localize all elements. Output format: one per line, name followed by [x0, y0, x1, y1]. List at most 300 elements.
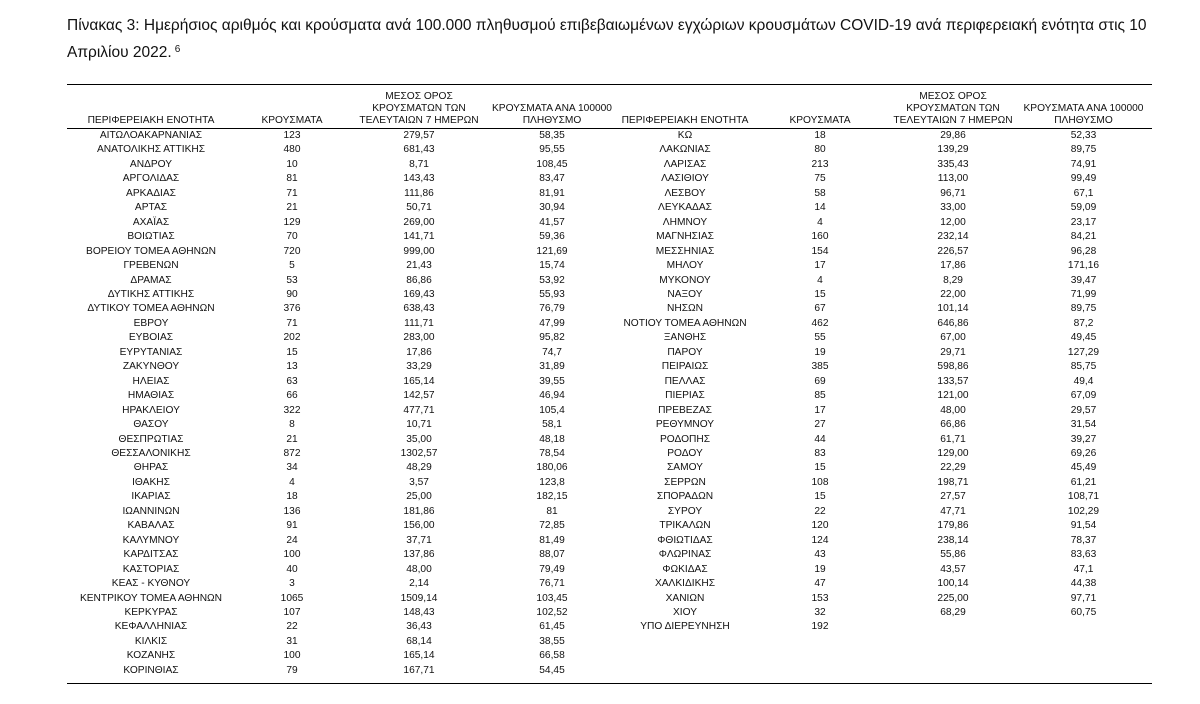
table-row [620, 230, 1152, 244]
cell-7day-average: 279,57 [403, 130, 435, 141]
cell-region: ΘΕΣΣΑΛΟΝΙΚΗΣ [111, 447, 191, 459]
cell-7day-average: 43,57 [940, 563, 966, 575]
cell-7day-average: 8,29 [943, 274, 963, 286]
cell-7day-average: 477,71 [403, 404, 435, 416]
cell-cases: 120 [811, 520, 829, 532]
cell-region: ΛΑΣΙΘΙΟΥ [661, 173, 709, 185]
table-row [620, 490, 1152, 504]
cell-cases-per-100k: 47,1 [1073, 563, 1094, 575]
cell-7day-average: 999,00 [403, 245, 435, 257]
cell-region: ΘΕΣΠΡΩΤΙΑΣ [118, 433, 184, 445]
cell-cases: 376 [283, 303, 301, 315]
cell-cases-per-100k: 49,4 [1073, 375, 1094, 387]
cell-7day-average: 269,00 [403, 216, 435, 228]
cell-cases: 34 [286, 462, 298, 474]
cell-cases: 31 [286, 635, 298, 647]
cell-cases-per-100k: 61,21 [1070, 476, 1097, 488]
table-row [67, 346, 622, 360]
cell-7day-average: 50,71 [406, 202, 432, 214]
cell-cases-per-100k: 88,07 [539, 549, 565, 561]
cell-7day-average: 22,00 [940, 288, 966, 300]
cell-7day-average: 86,86 [406, 274, 432, 286]
header-region: ΠΕΡΙΦΕΡΕΙΑΚΗ ΕΝΟΤΗΤΑ [87, 115, 215, 126]
cell-cases-per-100k: 108,71 [1067, 491, 1100, 503]
cell-region: ΙΚΑΡΙΑΣ [131, 491, 171, 503]
cell-region: ΑΝΑΤΟΛΙΚΗΣ ΑΤΤΙΚΗΣ [96, 144, 206, 156]
cell-cases-per-100k: 48,18 [539, 433, 565, 445]
cell-7day-average: 61,71 [940, 433, 966, 445]
cell-cases-per-100k: 66,58 [539, 650, 565, 662]
table-row [67, 259, 622, 273]
table-row [67, 505, 622, 519]
cell-7day-average: 2,14 [409, 578, 429, 590]
cell-cases: 85 [814, 390, 826, 402]
cell-region: ΗΡΑΚΛΕΙΟΥ [122, 404, 180, 416]
table-row [620, 158, 1152, 172]
cell-cases: 213 [811, 158, 829, 170]
cell-cases: 136 [283, 505, 301, 517]
cell-region: ΔΥΤΙΚΗΣ ΑΤΤΙΚΗΣ [107, 288, 195, 300]
cell-cases-per-100k: 74,7 [542, 346, 562, 358]
table-row [620, 519, 1152, 533]
cell-7day-average: 17,86 [940, 260, 966, 272]
table-row [67, 447, 622, 461]
table-row [620, 216, 1152, 230]
cell-region: ΚΕΝΤΡΙΚΟΥ ΤΟΜΕΑ ΑΘΗΝΩΝ [79, 592, 223, 604]
cell-7day-average: 137,86 [403, 549, 435, 561]
table-row [67, 129, 622, 143]
cell-7day-average: 3,57 [409, 476, 429, 488]
cell-region: ΝΑΞΟΥ [667, 288, 703, 300]
table-row [67, 331, 622, 345]
cell-region: ΒΟΡΕΙΟΥ ΤΟΜΕΑ ΑΘΗΝΩΝ [86, 245, 216, 257]
cell-cases: 153 [811, 592, 829, 604]
cell-cases-per-100k: 97,71 [1070, 592, 1097, 604]
table-row [620, 245, 1152, 259]
cell-7day-average: 165,14 [403, 650, 435, 662]
cell-cases-per-100k: 89,75 [1070, 303, 1097, 315]
table-row [67, 389, 622, 403]
cell-cases-per-100k: 44,38 [1070, 578, 1097, 590]
cell-cases: 202 [283, 332, 301, 344]
cell-region: ΛΕΥΚΑΔΑΣ [658, 202, 712, 214]
cell-region: ΚΙΛΚΙΣ [134, 635, 168, 647]
cell-7day-average: 66,86 [940, 419, 966, 431]
cell-cases-per-100k: 105,4 [539, 404, 565, 416]
table-row [67, 317, 622, 331]
cell-cases: 47 [814, 578, 826, 590]
cell-cases: 4 [817, 274, 823, 286]
cell-7day-average: 68,14 [406, 635, 432, 647]
cell-7day-average: 129,00 [937, 447, 969, 459]
cell-cases: 18 [286, 491, 298, 503]
cell-region: ΚΕΑΣ - ΚΥΘΝΟΥ [111, 578, 191, 590]
cell-7day-average: 225,00 [937, 592, 969, 604]
cell-region: ΔΥΤΙΚΟΥ ΤΟΜΕΑ ΑΘΗΝΩΝ [87, 303, 215, 315]
cell-cases: 5 [289, 260, 295, 272]
caption-text: Πίνακας 3: Ημερήσιος αριθμός και κρούσματα ανά 100.000 πληθυσμού επιβεβαιωμένων εγχώριων κρουσμάτων COVID-19 ανά περιφερειακή ενότητα στις 10 Απριλίου 2022. [67, 17, 1147, 61]
table-row [620, 433, 1152, 447]
cell-region: ΛΑΚΩΝΙΑΣ [659, 144, 711, 156]
table-row [67, 606, 622, 620]
table-row [67, 519, 622, 533]
cell-cases-per-100k: 102,29 [1067, 505, 1100, 517]
cell-cases: 21 [286, 433, 298, 445]
cell-region: ΚΟΖΑΝΗΣ [126, 650, 176, 662]
header-region: ΠΕΡΙΦΕΡΕΙΑΚΗ ΕΝΟΤΗΤΑ [621, 115, 749, 126]
cell-region: ΑΧΑΪΑΣ [132, 216, 170, 228]
table-row [620, 563, 1152, 577]
cell-7day-average: 8,71 [409, 158, 429, 170]
cell-cases: 18 [814, 130, 826, 141]
table-row [67, 476, 622, 490]
cell-7day-average: 33,00 [940, 202, 966, 214]
cell-cases: 10 [286, 158, 298, 170]
cell-cases: 83 [814, 447, 826, 459]
table-row [67, 230, 622, 244]
cell-cases: 81 [286, 173, 298, 185]
cell-region: ΡΟΔΟΥ [667, 447, 703, 459]
cell-region: ΠΡΕΒΕΖΑΣ [658, 404, 712, 416]
cell-cases: 124 [811, 534, 829, 546]
cell-7day-average: 68,29 [940, 606, 966, 618]
cell-cases: 15 [286, 346, 298, 358]
cell-cases-per-100k: 83,63 [1070, 549, 1097, 561]
cell-7day-average: 22,29 [940, 462, 966, 474]
table-row [620, 187, 1152, 201]
cell-region: ΓΡΕΒΕΝΩΝ [123, 260, 179, 272]
table-row [620, 129, 1152, 143]
cell-7day-average: 29,71 [940, 346, 966, 358]
header-cases: ΚΡΟΥΣΜΑΤΑ [261, 115, 323, 126]
cell-7day-average: 48,29 [406, 462, 432, 474]
cell-7day-average: 141,71 [403, 231, 435, 243]
cell-cases-per-100k: 180,06 [536, 462, 568, 474]
cell-region: ΚΑΒΑΛΑΣ [127, 520, 175, 532]
cell-cases-per-100k: 39,47 [1070, 274, 1097, 286]
header-7day-average: ΜΕΣΟΣ ΟΡΟΣ ΚΡΟΥΣΜΑΤΩΝ ΤΩΝ ΤΕΛΕΥΤΑΙΩΝ 7 ΗΜΕΡΩΝ [359, 91, 479, 126]
cell-7day-average: 17,86 [406, 346, 432, 358]
cell-cases-per-100k: 38,55 [539, 635, 565, 647]
table-row [67, 418, 622, 432]
table-row [67, 143, 622, 157]
cell-cases: 107 [283, 606, 301, 618]
table-row [620, 461, 1152, 475]
table-row [67, 404, 622, 418]
cell-region: ΚΟΡΙΝΘΙΑΣ [123, 664, 179, 676]
cell-region: ΚΕΡΚΥΡΑΣ [124, 606, 178, 618]
cell-region: ΦΛΩΡΙΝΑΣ [658, 549, 712, 561]
cell-region: ΣΑΜΟΥ [667, 462, 703, 474]
cell-cases-per-100k: 182,15 [536, 491, 568, 503]
cell-7day-average: 27,57 [940, 491, 966, 503]
cell-region: ΚΑΣΤΟΡΙΑΣ [122, 563, 180, 575]
cell-cases: 154 [811, 245, 829, 257]
cell-region: ΧΑΛΚΙΔΙΚΗΣ [654, 578, 716, 590]
cell-cases: 100 [283, 650, 301, 662]
table-row [67, 433, 622, 447]
cell-cases: 79 [286, 664, 298, 676]
cell-cases: 66 [286, 390, 298, 402]
cell-7day-average: 25,00 [406, 491, 432, 503]
cell-region: ΤΡΙΚΑΛΩΝ [659, 520, 711, 532]
cell-7day-average: 33,29 [406, 361, 432, 373]
cell-region: ΑΙΤΩΛΟΑΚΑΡΝΑΝΙΑΣ [99, 130, 203, 141]
cell-cases: 19 [814, 563, 826, 575]
table-row [67, 490, 622, 504]
cell-cases-per-100k: 83,47 [539, 173, 565, 185]
cell-7day-average: 133,57 [937, 375, 969, 387]
cell-region: ΖΑΚΥΝΘΟΥ [122, 361, 180, 373]
cell-7day-average: 198,71 [937, 476, 969, 488]
cell-region: ΛΑΡΙΣΑΣ [663, 158, 707, 170]
cell-cases: 55 [814, 332, 826, 344]
caption-footnote-marker: 6 [174, 44, 181, 55]
cell-7day-average: 113,00 [937, 173, 969, 185]
cell-region: ΡΕΘΥΜΝΟΥ [655, 419, 715, 431]
cell-cases-per-100k: 91,54 [1070, 520, 1097, 532]
table-row [620, 201, 1152, 215]
cell-cases: 13 [286, 361, 298, 373]
cell-7day-average: 12,00 [940, 216, 966, 228]
table-row [67, 592, 622, 606]
cell-7day-average: 47,71 [940, 505, 966, 517]
table-left-half [67, 87, 622, 678]
cell-7day-average: 35,00 [406, 433, 432, 445]
cell-7day-average: 48,00 [406, 563, 432, 575]
cell-7day-average: 646,86 [937, 317, 969, 329]
cell-cases-per-100k: 58,35 [539, 130, 565, 141]
cell-7day-average: 21,43 [406, 260, 432, 272]
table-row [67, 216, 622, 230]
cell-cases-per-100k: 69,26 [1070, 447, 1097, 459]
table-row [620, 172, 1152, 186]
cell-cases: 22 [814, 505, 826, 517]
cell-cases-per-100k: 95,55 [539, 144, 565, 156]
cell-region: ΒΟΙΩΤΙΑΣ [127, 231, 175, 243]
table-row [67, 158, 622, 172]
table-row [620, 389, 1152, 403]
cell-cases: 123 [283, 130, 301, 141]
table-row [620, 548, 1152, 562]
cell-7day-average: 598,86 [937, 361, 969, 373]
header-cases: ΚΡΟΥΣΜΑΤΑ [789, 115, 851, 126]
cell-cases: 75 [814, 173, 826, 185]
cell-cases: 108 [811, 476, 829, 488]
table-row [67, 172, 622, 186]
cell-7day-average: 10,71 [406, 419, 432, 431]
table-header-right [620, 87, 1152, 129]
cell-7day-average: 1509,14 [400, 592, 438, 604]
cell-region: ΣΕΡΡΩΝ [664, 476, 706, 488]
header-cases-per-100k: ΚΡΟΥΣΜΑΤΑ ΑΝΑ 100000 ΠΛΗΘΥΣΜΟ [1023, 103, 1144, 126]
cell-cases-per-100k: 61,45 [539, 621, 565, 633]
cell-region: ΛΕΣΒΟΥ [664, 187, 706, 199]
cell-region: ΜΗΛΟΥ [666, 260, 704, 272]
cell-region: ΣΥΡΟΥ [667, 505, 703, 517]
cell-7day-average: 111,86 [404, 187, 434, 199]
table-row [620, 606, 1152, 620]
cell-cases-per-100k: 31,54 [1070, 419, 1097, 431]
cell-region: ΔΡΑΜΑΣ [130, 274, 172, 286]
cell-cases-per-100k: 102,52 [536, 606, 568, 618]
cell-cases-per-100k: 58,1 [542, 419, 562, 431]
cell-cases-per-100k: 121,69 [536, 245, 568, 257]
cell-region: ΞΑΝΘΗΣ [663, 332, 707, 344]
cell-cases-per-100k: 71,99 [1070, 288, 1097, 300]
cell-cases: 70 [286, 231, 298, 243]
cell-7day-average: 37,71 [406, 534, 432, 546]
cell-cases: 19 [814, 346, 826, 358]
cell-cases: 15 [814, 288, 826, 300]
cell-cases: 3 [289, 578, 295, 590]
cell-cases-per-100k: 96,28 [1070, 245, 1097, 257]
cell-region: ΝΟΤΙΟΥ ΤΟΜΕΑ ΑΘΗΝΩΝ [623, 317, 747, 329]
cell-cases-per-100k: 52,33 [1070, 130, 1097, 141]
cell-region: ΑΡΚΑΔΙΑΣ [126, 187, 176, 199]
cell-cases-per-100k: 84,21 [1070, 231, 1097, 243]
table-row [620, 592, 1152, 606]
cell-cases: 32 [814, 606, 826, 618]
cell-cases: 22 [286, 621, 298, 633]
cell-cases: 27 [814, 419, 826, 431]
cell-cases-per-100k: 67,1 [1073, 187, 1094, 199]
cell-7day-average: 167,71 [403, 664, 435, 676]
cell-cases-per-100k: 89,75 [1070, 144, 1097, 156]
cell-region: ΛΗΜΝΟΥ [662, 216, 708, 228]
table-row [620, 360, 1152, 374]
cell-cases: 71 [286, 317, 298, 329]
cell-cases-per-100k: 78,37 [1070, 534, 1097, 546]
table-row [620, 476, 1152, 490]
cell-cases: 63 [286, 375, 298, 387]
table-row [620, 274, 1152, 288]
cell-cases-per-100k: 123,8 [539, 476, 565, 488]
cell-7day-average: 169,43 [403, 288, 435, 300]
cell-7day-average: 238,14 [937, 534, 969, 546]
table-row [620, 288, 1152, 302]
table-row [620, 534, 1152, 548]
cell-cases: 40 [286, 563, 298, 575]
cell-region: ΕΒΡΟΥ [133, 317, 169, 329]
table-row [67, 201, 622, 215]
table-row [67, 274, 622, 288]
cell-7day-average: 48,00 [940, 404, 966, 416]
table-header-left [67, 87, 622, 129]
table-row [620, 143, 1152, 157]
cell-cases: 872 [283, 447, 301, 459]
cell-cases-per-100k: 99,49 [1070, 173, 1097, 185]
cell-region: ΑΡΓΟΛΙΔΑΣ [122, 173, 180, 185]
table-row [67, 548, 622, 562]
cell-cases-per-100k: 67,09 [1070, 390, 1097, 402]
cell-region: ΠΙΕΡΙΑΣ [665, 390, 705, 402]
table-row [67, 245, 622, 259]
cell-region: ΑΝΔΡΟΥ [129, 158, 173, 170]
cell-cases-per-100k: 72,85 [539, 520, 565, 532]
cell-cases-per-100k: 85,75 [1070, 361, 1097, 373]
cell-cases: 71 [286, 187, 298, 199]
cell-cases-per-100k: 76,79 [539, 303, 565, 315]
cell-region: ΦΩΚΙΔΑΣ [662, 563, 708, 575]
cell-cases: 462 [811, 317, 829, 329]
cell-cases: 90 [286, 288, 298, 300]
cell-region: ΦΘΙΩΤΙΔΑΣ [657, 534, 713, 546]
header-7day-average: ΜΕΣΟΣ ΟΡΟΣ ΚΡΟΥΣΜΑΤΩΝ ΤΩΝ ΤΕΛΕΥΤΑΙΩΝ 7 ΗΜΕΡΩΝ [893, 91, 1013, 126]
table-bottom-rule [67, 683, 1152, 684]
table-row [620, 331, 1152, 345]
table-body-right [620, 129, 1152, 635]
cell-cases-per-100k: 127,29 [1067, 346, 1100, 358]
cell-region: ΘΗΡΑΣ [133, 462, 169, 474]
cell-7day-average: 232,14 [937, 231, 969, 243]
cell-7day-average: 142,57 [403, 390, 435, 402]
cell-region: ΜΕΣΣΗΝΙΑΣ [655, 245, 715, 257]
cell-cases-per-100k: 39,55 [539, 375, 565, 387]
table-right-half [620, 87, 1152, 635]
table-row [620, 577, 1152, 591]
cell-cases: 53 [286, 274, 298, 286]
cell-7day-average: 36,43 [406, 621, 432, 633]
cell-cases-per-100k: 81 [546, 505, 558, 517]
cell-region: ΗΛΕΙΑΣ [132, 375, 170, 387]
cell-cases-per-100k: 108,45 [536, 158, 568, 170]
cell-region: ΣΠΟΡΑΔΩΝ [656, 491, 714, 503]
table-row [67, 461, 622, 475]
cell-region: ΚΑΡΔΙΤΣΑΣ [123, 549, 179, 561]
cell-cases-per-100k: 46,94 [539, 390, 565, 402]
header-cases-per-100k: ΚΡΟΥΣΜΑΤΑ ΑΝΑ 100000 ΠΛΗΘΥΣΜΟ [492, 103, 612, 126]
cell-cases-per-100k: 30,94 [539, 202, 565, 214]
cell-cases: 43 [814, 549, 826, 561]
cell-region: ΥΠΟ ΔΙΕΡΕΥΝΗΣΗ [640, 621, 730, 633]
cell-region: ΙΩΑΝΝΙΝΩΝ [122, 505, 180, 517]
table-caption [67, 14, 1167, 65]
table-row [67, 563, 622, 577]
cell-cases-per-100k: 74,91 [1070, 158, 1097, 170]
table-row [620, 418, 1152, 432]
cell-cases-per-100k: 55,93 [539, 288, 565, 300]
cell-region: ΠΕΙΡΑΙΩΣ [661, 361, 709, 373]
cell-cases-per-100k: 53,92 [539, 274, 565, 286]
cell-cases: 192 [811, 621, 829, 633]
cell-7day-average: 181,86 [403, 505, 435, 517]
cell-cases: 480 [283, 144, 301, 156]
cell-7day-average: 638,43 [403, 303, 435, 315]
table-row [67, 534, 622, 548]
cell-7day-average: 139,29 [937, 144, 969, 156]
cell-region: ΑΡΤΑΣ [134, 202, 168, 214]
cell-7day-average: 143,43 [403, 173, 435, 185]
cell-cases-per-100k: 78,54 [539, 447, 565, 459]
cell-cases: 385 [811, 361, 829, 373]
table-row [67, 577, 622, 591]
cell-cases: 14 [814, 202, 826, 214]
cell-7day-average: 55,86 [940, 549, 966, 561]
table-row [620, 447, 1152, 461]
cell-region: ΠΑΡΟΥ [667, 346, 703, 358]
cell-cases: 67 [814, 303, 826, 315]
cell-region: ΚΕΦΑΛΛΗΝΙΑΣ [114, 621, 188, 633]
cell-cases-per-100k: 15,74 [539, 260, 565, 272]
cell-cases: 100 [283, 549, 301, 561]
table-row [67, 649, 622, 663]
table-row [67, 187, 622, 201]
table-top-rule [67, 84, 1152, 85]
cell-7day-average: 96,71 [940, 187, 966, 199]
cell-cases: 15 [814, 491, 826, 503]
cell-cases-per-100k: 29,57 [1070, 404, 1097, 416]
